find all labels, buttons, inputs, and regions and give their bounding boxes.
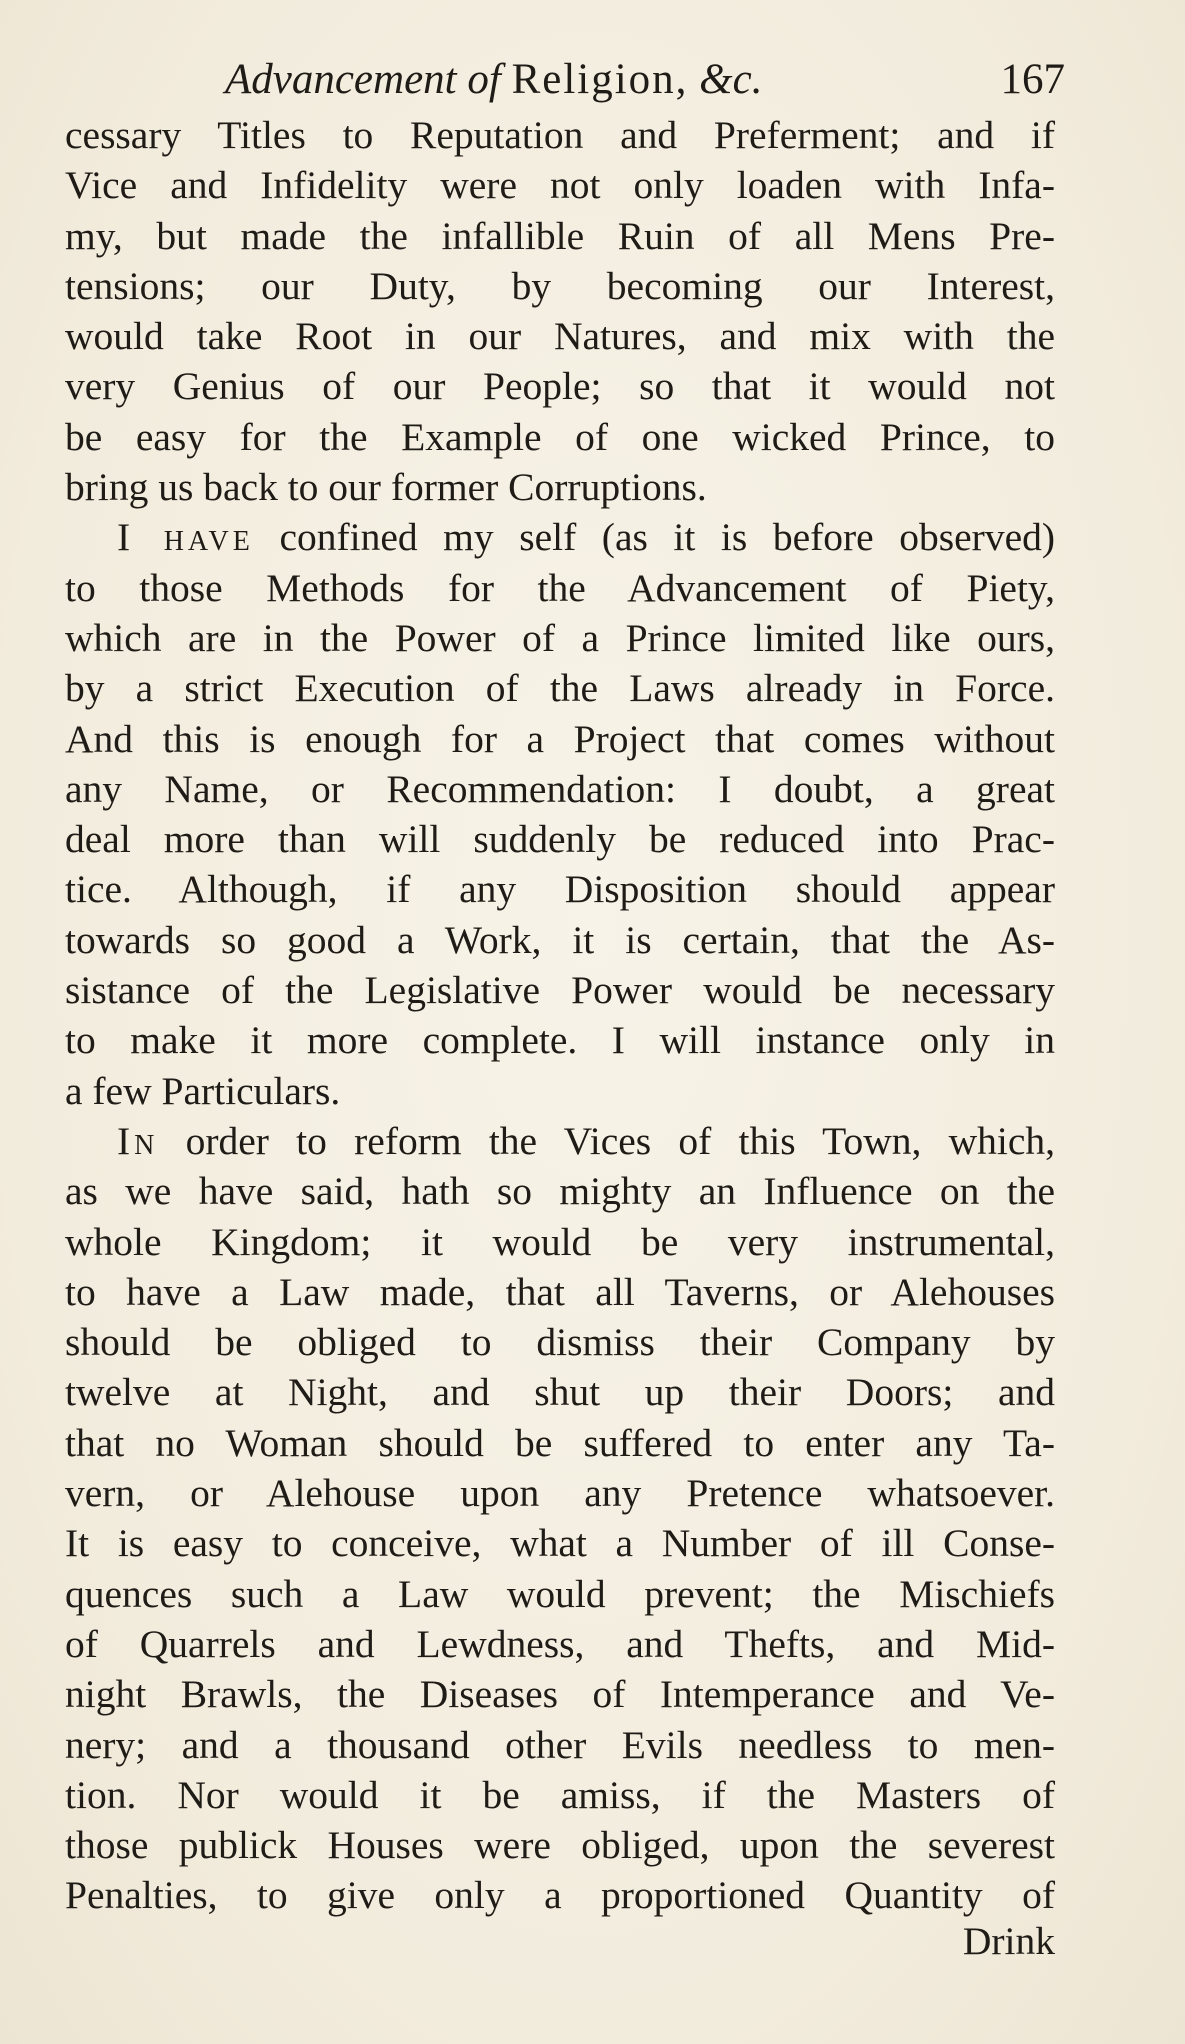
title-word-advancement: Advancement [225, 56, 457, 103]
text-line: be easy for the Example of one wicked Prince, to [65, 414, 1055, 459]
text-line: to have a Law made, that all Taverns, or Alehouses [65, 1269, 1055, 1314]
text-line: Vice and Infidelity were not only loaden with Infa- [65, 163, 1055, 208]
text-line-rest: order to reform the Vices of this Town, which, [185, 1118, 1056, 1163]
text-line [65, 512, 1055, 562]
text-line: to those Methods for the Advancement of Piety, [65, 565, 1055, 610]
text-line: tensions; our Duty, by becoming our Interest, [65, 263, 1055, 308]
text-line: deal more than will suddenly be reduced into Prac- [65, 817, 1055, 862]
paragraph-lead: I have [117, 515, 254, 560]
title-word-religion: Religion, [511, 56, 689, 103]
title-word-of: of [467, 56, 501, 103]
text-line: sistance of the Legislative Power would be necessary [65, 968, 1055, 1013]
text-line: night Brawls, the Diseases of Intemperance and Ve- [65, 1672, 1055, 1717]
text-line: bring us back to our former Corruptions. [65, 465, 707, 510]
text-line: those publick Houses were obliged, upon the severest [65, 1823, 1055, 1868]
page-number: 167 [1000, 56, 1065, 103]
text-line: towards so good a Work, it is certain, that the As- [65, 917, 1055, 962]
text-line: And this is enough for a Project that comes without [65, 716, 1055, 761]
text-line-rest: confined my self (as it is before observed) [279, 515, 1056, 560]
title-word-etc: &c. [699, 56, 763, 103]
text-line: to make it more complete. I will instance only in [65, 1018, 1055, 1063]
body-text [65, 110, 1055, 1921]
text-line: as we have said, hath so mighty an Influence on the [65, 1169, 1055, 1214]
text-line: tice. Although, if any Disposition should appear [65, 867, 1055, 912]
text-line: would take Root in our Natures, and mix with the [65, 314, 1055, 359]
text-line: cessary Titles to Reputation and Preferment; and if [65, 113, 1055, 157]
text-line: It is easy to conceive, what a Number of ill Conse- [65, 1521, 1055, 1566]
text-line [65, 1116, 1055, 1166]
text-line: a few Particulars. [65, 1068, 341, 1113]
text-line: very Genius of our People; so that it would not [65, 364, 1055, 409]
text-line: nery; and a thousand other Evils needless to men- [65, 1722, 1055, 1767]
text-line: vern, or Alehouse upon any Pretence whatsoever. [65, 1471, 1055, 1516]
running-head [225, 50, 1065, 110]
text-line: whole Kingdom; it would be very instrumental, [65, 1219, 1055, 1264]
text-line: by a strict Execution of the Laws already in Force. [65, 666, 1055, 711]
text-line: my, but made the infallible Ruin of all Mens Pre- [65, 213, 1055, 258]
text-line: should be obliged to dismiss their Company by [65, 1320, 1055, 1365]
paragraph-lead: In [117, 1118, 159, 1163]
running-title [225, 56, 762, 103]
text-line: of Quarrels and Lewdness, and Thefts, and Mid- [65, 1621, 1055, 1666]
paragraph-3 [65, 1116, 1055, 1921]
text-line: Penalties, to give only a proportioned Quantity of [65, 1873, 1055, 1918]
text-line: that no Woman should be suffered to enter any Ta- [65, 1420, 1055, 1465]
text-line: which are in the Power of a Prince limited like ours, [65, 615, 1055, 660]
text-line: tion. Nor would it be amiss, if the Masters of [65, 1772, 1055, 1817]
paragraph-1 [65, 110, 1055, 512]
text-line: twelve at Night, and shut up their Doors; and [65, 1370, 1055, 1415]
paragraph-2 [65, 512, 1055, 1116]
text-line: quences such a Law would prevent; the Mischiefs [65, 1571, 1055, 1616]
catchword: Drink [962, 1919, 1055, 1963]
text-line: any Name, or Recommendation: I doubt, a great [65, 766, 1055, 811]
